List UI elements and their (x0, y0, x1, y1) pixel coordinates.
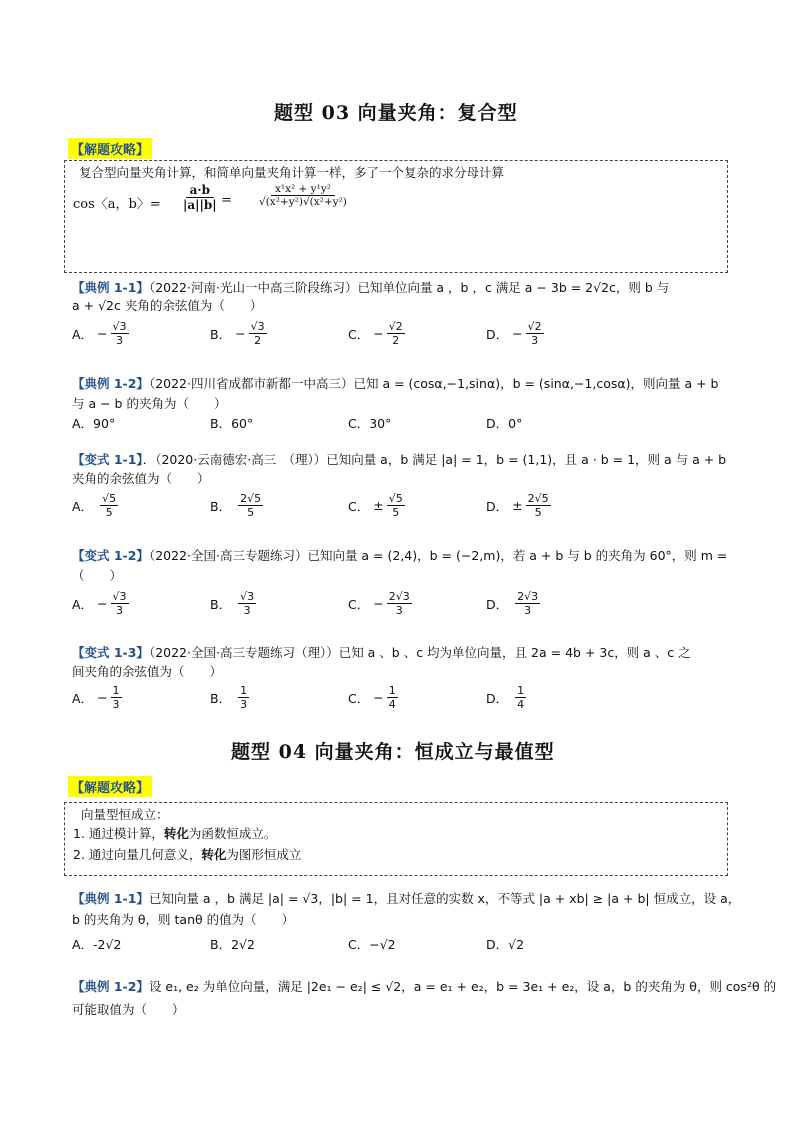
problem-text: 设 e₁, e₂ 为单位向量，满足 |2e₁ − e₂| ≤ √2，a = e₁ + e₂，b = 3e₁ + e₂，设 a，b 的夹角为 θ，则 cos²θ 的 (148, 979, 777, 994)
problem-1-1 (72, 280, 669, 296)
problem-1-1-line2: a + √2c 夹角的余弦值为（ ） (72, 298, 263, 313)
option-b[interactable]: B．2√2 (210, 937, 255, 952)
formula-lhs: cos〈a，b〉= (73, 197, 161, 212)
option-d[interactable]: D．√2 (486, 937, 525, 952)
problem2-1-1-line2: b 的夹角为 θ，则 tanθ 的值为（ ） (72, 912, 295, 927)
options2-1-1 (72, 935, 732, 953)
option-d[interactable]: D． $\frac{2√3}{3}$ (486, 590, 539, 617)
problem-label: 【变式 1-3】 (72, 645, 149, 660)
problem2-1-2-line2: 可能取值为（ ） (72, 1002, 185, 1017)
formula-mid-num: a·b (186, 183, 214, 198)
variant-1-3-line2: 间夹角的余弦值为（ ） (72, 664, 223, 679)
problem-label: 【典例 1-1】 (72, 280, 149, 295)
option-c[interactable]: C．−√2 (348, 937, 396, 952)
option-c[interactable]: C．30° (348, 416, 392, 431)
problem-label: 【典例 1-2】 (72, 979, 149, 994)
problem-label: 【典例 1-1】 (72, 891, 149, 906)
strategy-tag-2: 【解题攻略】 (68, 776, 152, 797)
option-d[interactable]: D．0° (486, 416, 523, 431)
strategy-box-2 (64, 802, 728, 876)
option-b[interactable]: B． $\frac{√3}{3}$ (210, 590, 255, 617)
options-v1-1 (72, 490, 732, 526)
formula-eq: = (221, 193, 232, 208)
options-1-1 (72, 318, 732, 354)
options-1-2 (72, 414, 732, 432)
problem-1-2 (72, 376, 718, 392)
problem-text: ．（2020·云南德宏·高三 （理））已知向量 a，b 满足 |a| = 1，b = (1,1)，且 a · b = 1，则 a 与 a + b (142, 452, 727, 467)
option-a[interactable]: A． $\frac{√5}{5}$ (72, 492, 117, 519)
option-a[interactable]: A． − $\frac{1}{3}$ (72, 684, 120, 711)
problem-text: （2022·四川省成都市新都一中高三）已知 a = (cosα,−1,sinα)，b = (sinα,−1,cosα)，则向量 a + b (148, 376, 719, 391)
formula-mid (179, 183, 221, 212)
problem2-1-2 (72, 979, 776, 995)
option-b[interactable]: B． $\frac{1}{3}$ (210, 684, 248, 711)
option-a[interactable]: A． − $\frac{√3}{3}$ (72, 590, 127, 617)
option-c[interactable]: C． − $\frac{√2}{2}$ (348, 320, 403, 347)
option-a[interactable]: A．-2√2 (72, 937, 122, 952)
option-c[interactable]: C． ± $\frac{√5}{5}$ (348, 492, 403, 519)
variant-1-1-line2: 夹角的余弦值为（ ） (72, 471, 210, 486)
problem-label: 【变式 1-2】 (72, 548, 149, 563)
option-a[interactable]: A． − $\frac{√3}{3}$ (72, 320, 127, 347)
variant-1-2 (72, 548, 727, 564)
option-d[interactable]: D． ± $\frac{2√5}{5}$ (486, 492, 549, 519)
strategy-intro: 复合型向量夹角计算，和简单向量夹角计算一样，多了一个复杂的求分母计算 (79, 165, 505, 180)
problem-label: 【变式 1-1】 (72, 452, 143, 467)
problem-label: 【典例 1-2】 (72, 376, 149, 391)
formula-rhs-den: √(x²+y²)√(x²+y²) (259, 196, 347, 208)
variant-1-3 (72, 645, 691, 661)
problem-text: （2022·全国·高三专题练习（理））已知 a 、b 、c 均为单位向量，且 2a = 4b + 3c，则 a 、c 之 (148, 645, 691, 660)
problem-text: （2022·全国·高三专题练习）已知向量 a = (2,4)，b = (−2,m)，若 a + b 与 b 的夹角为 60°，则 m = (148, 548, 728, 563)
options-v1-2 (72, 588, 732, 624)
problem-text: 已知向量 a ，b 满足 |a| = √3，|b| = 1，且对任意的实数 x，不等式 |a + xb| ≥ |a + b| 恒成立，设 a， (148, 891, 741, 906)
strategy-item-2: 2. 通过向量几何意义，转化为图形恒成立 (73, 847, 302, 862)
option-a[interactable]: A．90° (72, 416, 116, 431)
option-d[interactable]: D． − $\frac{√2}{3}$ (486, 320, 542, 347)
strategy-box (64, 160, 728, 273)
problem-text: （2022·河南·光山一中高三阶段练习）已知单位向量 a ，b ，c 满足 a − 3b = 2√2c，则 b 与 (148, 280, 670, 295)
problem2-1-1 (72, 891, 740, 907)
option-c[interactable]: C． − $\frac{1}{4}$ (348, 684, 396, 711)
variant-1-1 (72, 452, 726, 468)
option-b[interactable]: B． $\frac{2√5}{5}$ (210, 492, 262, 519)
option-b[interactable]: B． − $\frac{√3}{2}$ (210, 320, 265, 347)
strategy-item-1: 1. 通过模计算，转化为函数恒成立。 (73, 826, 277, 841)
problem-1-2-line2: 与 a − b 的夹角为（ ） (72, 396, 227, 411)
variant-1-2-line2: （ ） (72, 568, 123, 583)
options-v1-3 (72, 682, 732, 718)
option-b[interactable]: B．60° (210, 416, 254, 431)
section-title-04: 题型 04 向量夹角：恒成立与最值型 (231, 741, 555, 763)
option-c[interactable]: C． − $\frac{2√3}{3}$ (348, 590, 410, 617)
box-title: 向量型恒成立： (81, 807, 169, 822)
option-d[interactable]: D． $\frac{1}{4}$ (486, 684, 525, 711)
strategy-tag: 【解题攻略】 (68, 138, 152, 159)
section-title-03: 题型 03 向量夹角：复合型 (274, 102, 518, 124)
formula-rhs-num: x¹x² + y¹y² (271, 183, 335, 196)
formula-mid-den: |a||b| (183, 198, 217, 212)
formula-rhs (255, 183, 351, 208)
